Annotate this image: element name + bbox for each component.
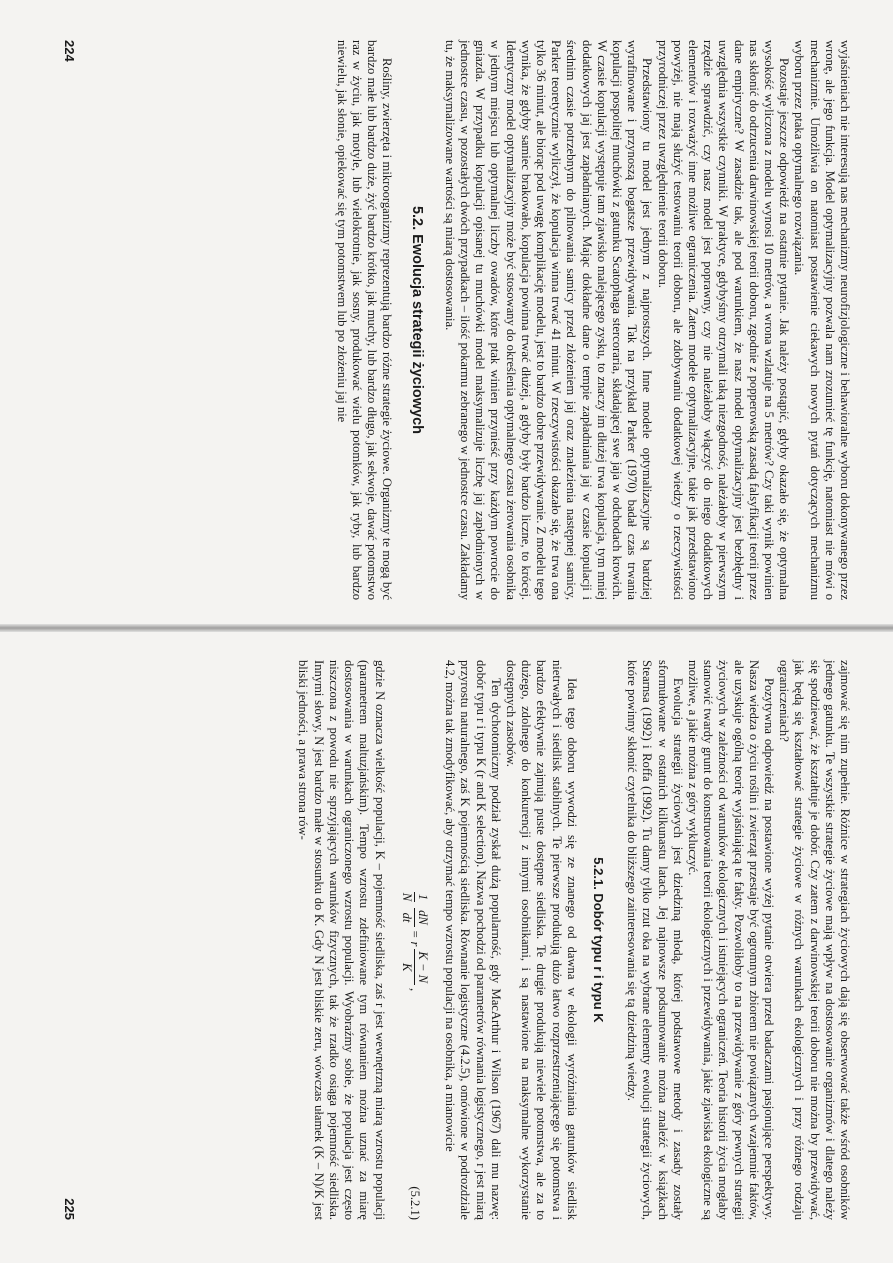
paragraph: Pozytywna odpowiedź na postawione wyżej pytanie otwiera przed badaczami pasjonujące perspektywy. Nasza wiedza o życiu roślin i zwierząt przestaje być ogromnym zbiorem nie powiązanych wzajemnie faktów, ale uzyskuje ogólną teorię wyjaśniającą te fakty. Pozwoliłoby to na przewidywanie z góry pewnych strategii życiowych w zależności od warunków ekologicznych i istniejących ograniczeń. Teoria historii życia mogłaby stanowić twardy grunt do konstruowania teorii ekologicznych i przewidywania, jakie zjawiska ekologiczne są możliwe, a jakie można z góry wykluczyć. xyxy=(685,660,776,1220)
paragraph: Ewolucja strategii życiowych jest dziedziną młodą, której podstawowe metody i zasady zostały sformułowane w ostatnich kilkunastu latach. Jej najnowsze podsumowanie można znaleźć w książkach Stearnsa (1992) i Roffa (1992). Tu damy tylko rzut oka na wybrane elementy ewolucji strategii życiowych, które powinny skłonić czytelnika do bliższego zainteresowania się tą dziedziną wiedzy. xyxy=(625,660,685,1220)
section-heading: 5.2. Ewolucja strategii życiowych xyxy=(408,205,425,435)
denominator: dt xyxy=(399,912,414,923)
page-number: 225 xyxy=(62,1198,78,1220)
paragraph: gdzie N oznacza wielkość populacji, K – pojemność siedliska, zaś r jest wewnętrzną miarą wzrostu populacji (parametrem maltuzjańskim). Tempo wzrostu zdefiniowane tym równaniem można uznać za miarę dostosowania w warunkach ograniczonego wzrostu populacji. Wyobraźmy sobie, że populacja jest często niszczona z powodu nie sprzyjających warunków fizycznych, tak że rzadko osiąga pojemność siedliska. Innymi słowy, N jest bardzo małe w stosunku do K. Gdy N jest bliskie zeru, wówczas ułamek (K – N)/K jest bliski jedności, a prawa strona rów- xyxy=(296,660,387,1220)
page-number: 224 xyxy=(62,40,78,62)
fraction xyxy=(399,949,430,985)
book-gutter xyxy=(0,624,893,632)
fraction xyxy=(399,892,430,902)
paragraph: Idea tego doboru wywodzi się ze znanego od dawna w ekologii wyróżniania gatunków siedlisk nietrwałych i siedlisk stabilnych. Te pierwsze produkują dużo łatwo rozprzestrzeniającego się potomstwa i bardzo efektywnie zajmują puste dostępne siedliska. Te drugie produkują niewiele potomstwa, ale za to dużego, zdolnego do konkurencji z innymi osobnikami, i są nastawione na maksymalne wykorzystanie dostępnych zasobów. xyxy=(503,660,579,1220)
subsection-heading: 5.2.1. Dobór typu r i typu K xyxy=(590,857,606,1023)
left-page xyxy=(62,40,852,600)
right-page xyxy=(62,660,852,1220)
paragraph: Pozostaje jeszcze odpowiedź na ostatnie pytanie. Jak należy postąpić, gdyby okazało się, że optymalna wysokość wyliczona z modelu wynosi 10 metrów, a wrona wzlatuje na 5 metrów? Czy taki wynik powinien nas skłonić do odrzucenia darwinowskiej teorii doboru, zgodnie z popperowską zasadą falsyfikacji teorii przez dane empiryczne? W zasadzie tak, ale pod warunkiem, że nasz model optymalizacyjny jest bezbłędny i uwzględnia wszystkie czynniki. W praktyce, gdybyśmy otrzymali taką niezgodność, należałoby w pierwszym rzędzie sprawdzić, czy nasz model jest poprawny, czy nie należałoby włączyć do niego dodatkowych elementów i rozważyć inne możliwe ograniczenia. Zatem modele optymalizacyjne, takie jak przedstawiono powyżej, nie mają służyć testowaniu teorii doboru, ale zdobywaniu dodatkowej wiedzy o rzeczywistości przyrodniczej przez uwzględnienie teorii doboru. xyxy=(655,40,792,600)
paragraph: zajmować się nim zupełnie. Różnice w strategiach życiowych dają się obserwować także wśród osobników jednego gatunku. Te wszystkie strategie życiowe mają wpływ na dostosowanie organizmów i dlatego należy się spodziewać, że kształtuje je dobór. Czy zatem z darwinowskiej teorii doboru nie można by przewidywać, jak będą się kształtować strategie życiowe w różnych warunkach ekologicznych i przy różnego rodzaju ograniczeniach? xyxy=(777,660,852,1220)
paragraph: Przedstawiony tu model jest jednym z najprostszych. Inne modele optymalizacyjne są bardziej wyrafinowane i przynoszą bogatsze przewidywania. Tak na przykład Parker (1970) badał czas trwania kopulacji pospolitej muchówki z gatunku Scatophaga stercoraria, składającej swe jaja w odchodach krowich. W czasie kopulacji występuje tam zjawisko malejącego zysku, to znaczy im dłużej trwa kopulacja, tym mniej dodatkowych jaj jest zapładnianych. Mając dokładne dane o tempie zapładniania jaj w czasie kopulacji i średnim czasie potrzebnym do pilnowania samicy przed złożeniem jaj oraz znalezienia następnej samicy, Parker teoretycznie wyliczył, że kopulacja winna trwać 41 minut. W rzeczywistości okazało się, że trwa ona tylko 36 minut, ale biorąc pod uwagę komplikację modelu, jest to bardzo dobre przewidywanie. Z modelu tego wynika, że gdyby samiec brakowało, kopulacja powinna trwać dłużej, a gdyby były bardzo liczne, to krócej. Identyczny model optymalizacyjny może być stosowany do określenia optymalnego czasu żerowania osobnika w jednym miejscu lub optymalnej liczby owadów, które ptak winien przynieść przy każdym powrocie do gniazda. W przypadku kopulacji opisanej tu muchówki model maksymalizuje liczbę jaj zapłodnionych w jednostce czasu, w pozostałych dwóch przypadkach – ilość pokarmu zebranego w jednostce czasu. Zakładamy tu, że maksymalizowane wartości są miarą dostosowania. xyxy=(442,40,655,600)
equation-end: , xyxy=(407,988,422,992)
equation xyxy=(399,660,430,1220)
equation-number: (5.2.1) xyxy=(407,1186,422,1220)
numerator: K − N xyxy=(414,949,430,985)
numerator: dN xyxy=(414,908,430,927)
paragraph: Rośliny, zwierzęta i mikroorganizmy reprezentują bardzo różne strategie życiowe. Organizmy te mogą być bardzo małe lub bardzo duże, żyć bardzo krótko, jak muchy, lub bardzo długo, jak sekwoje, dawać potomstwo raz w życiu, jak motyle, lub wielokrotnie, jak sosny, produkować wielu potomków, jak ryby, lub bardzo niewielu, jak słonie, opiekować się tym potomstwem lub po złożeniu jaj nie xyxy=(334,40,395,600)
denominator: N xyxy=(399,892,414,902)
paragraph: Ten dychotomiczny podział zyskał dużą popularność, gdy MacArthur i Wilson (1967) dali mu nazwę: dobór typu r i typu K (r and K selection). Nazwa pochodzi od parametrów równania logistycznego, r jest miarą przyrostu naturalnego, zaś K pojemnością siedliska. Równanie logistyczne (4.2.5), omówione w podrozdziale 4.2, można tak zmodyfikować, aby otrzymać tempo wzrostu populacji na osobnika, a mianowicie xyxy=(443,660,503,1220)
denominator: K xyxy=(399,962,414,972)
fraction xyxy=(399,908,430,927)
equation-operator: = r xyxy=(407,929,422,947)
paragraph: wyjaśnieniach nie interesują nas mechanizmy neurofizjologiczne i behawioralne wyboru dokonywanego przez wronę, ale jego funkcja. Model optymalizacyjny pozwala nam zrozumieć tę funkcję, natomiast nie mówi o mechanizmie. Umożliwia on natomiast postawienie ciekawych nowych pytań dotyczących mechanizmu wyboru przez ptaka optymalnego rozwiązania. xyxy=(792,40,852,600)
numerator: 1 xyxy=(414,892,430,902)
